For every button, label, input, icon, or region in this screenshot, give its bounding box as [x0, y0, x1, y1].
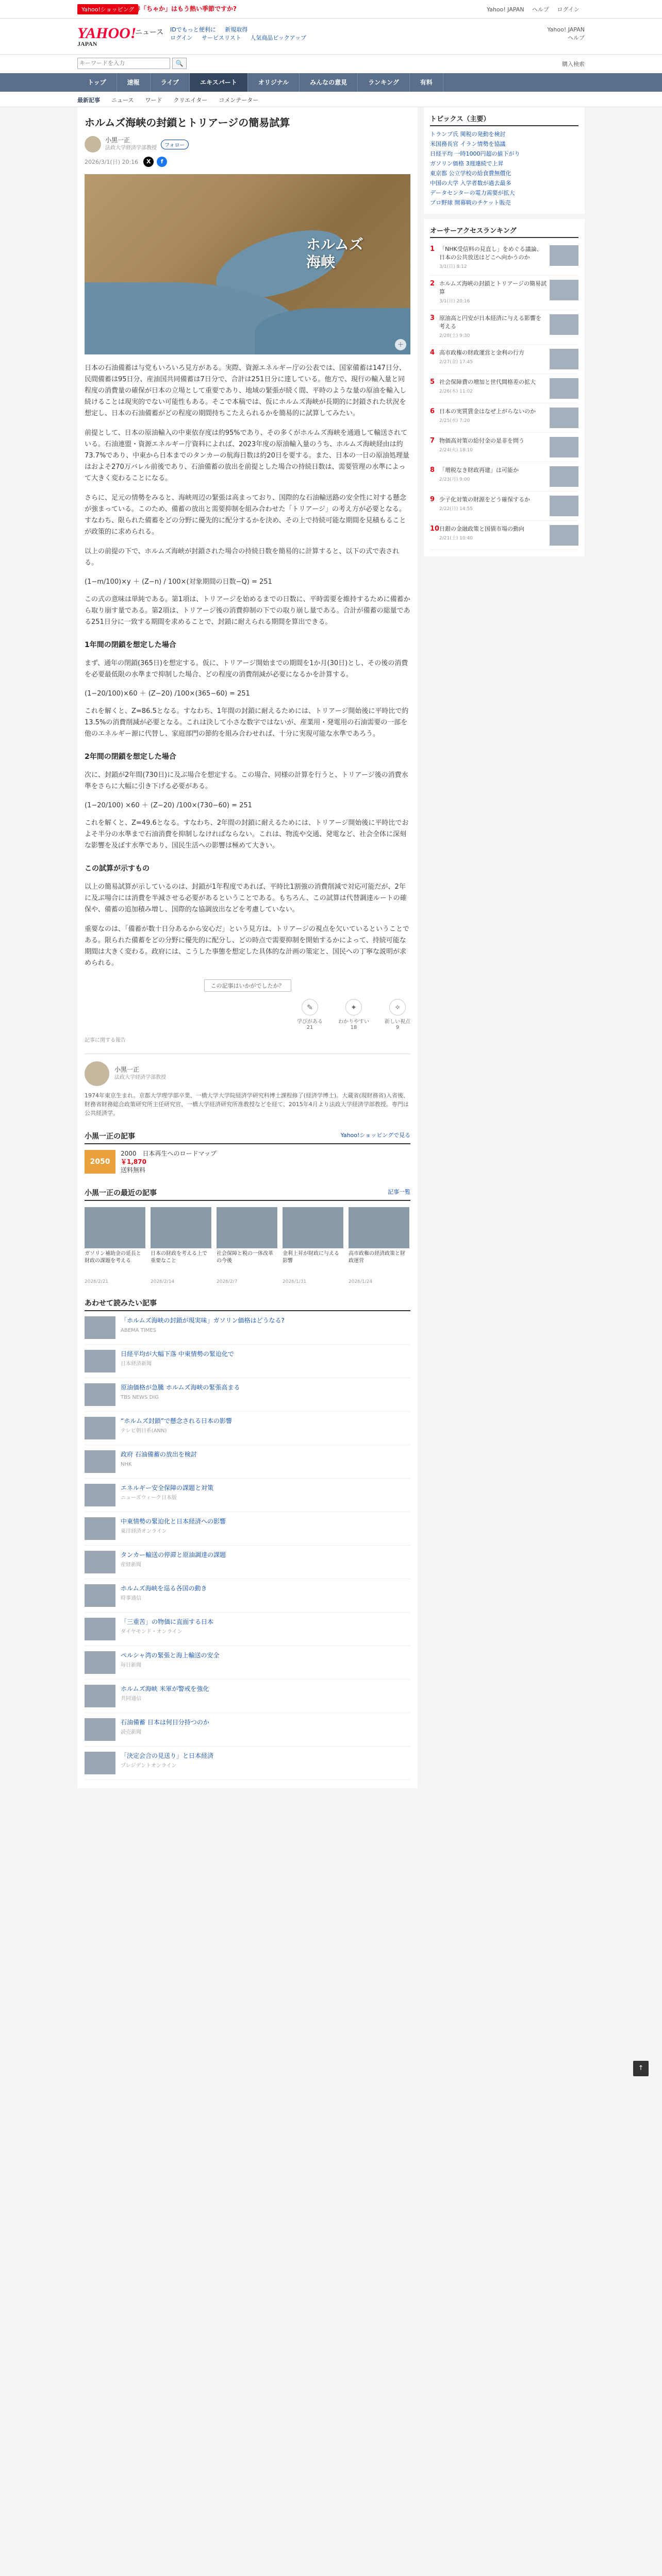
article-thumbnail [85, 1651, 115, 1674]
related-article-source: ダイヤモンド・オンライン [121, 1629, 183, 1635]
nav-item[interactable]: トップ [77, 73, 117, 92]
main-nav [0, 73, 662, 92]
topic-link[interactable]: 米国務長官 イラン情勢を協議 [430, 141, 506, 147]
ranking-title: オーサーアクセスランキング [430, 225, 578, 238]
rank-number: 10 [430, 525, 440, 533]
reactions [85, 999, 410, 1030]
ranking-date: 2/25(水) 7:20 [439, 418, 470, 423]
related-article-title[interactable]: 「決定会合の見送り」と日本経済 [121, 1752, 214, 1759]
ranking-text [439, 408, 547, 428]
recent-article-card[interactable] [349, 1207, 409, 1284]
reaction-new[interactable] [385, 999, 410, 1030]
ranking-text [439, 245, 547, 271]
nav-item[interactable]: オリジナル [248, 73, 300, 92]
shopping-section-title [85, 1131, 410, 1144]
subnav-item[interactable]: ニュース [111, 97, 134, 104]
author-byline [105, 137, 157, 152]
article-thumbnail [85, 1584, 115, 1607]
search-button[interactable]: 🔍 [172, 58, 187, 69]
related-article-title[interactable]: 原油価格が急騰 ホルムズ海峡の緊張高まる [121, 1384, 240, 1391]
ranking-item[interactable] [430, 403, 578, 433]
related-article-row[interactable] [85, 1412, 410, 1445]
related-article-source: TBS NEWS DIG [121, 1395, 159, 1400]
related-article-title[interactable]: ホルムズ海峡 米軍が警戒を強化 [121, 1685, 209, 1692]
rank-number: 5 [430, 378, 435, 386]
article-thumbnail [85, 1450, 115, 1473]
related-article-title[interactable]: 「ホルムズ海峡の封鎖が現実味」ガソリン価格はどうなる? [121, 1317, 285, 1324]
related-article-source: 読売新聞 [121, 1730, 141, 1735]
search-input[interactable] [77, 58, 170, 69]
related-article-title[interactable]: 「三重苦」の物価に直面する日本 [121, 1618, 214, 1625]
recent-article-card[interactable] [283, 1207, 343, 1284]
paragraph: 前提として、日本の原油輸入の中東依存度は約95%であり、その多くがホルムズ海峡を通過して輸送されている。石油連盟・資源エネルギー庁資料によれば、2023年度の原油輸入量のうち、ホルムズ海峡経由は約73.7%であり、中東から日本までのタンカーの航海日数は約20日を要する。また、日本の一日の原油処理量はおよそ270万バレル前後であり、石油備蓄の放出を前提とした場合の持続日数は、需要管理の水準によって大きく変わることになる。 [85, 429, 409, 482]
ranking-item[interactable] [430, 276, 578, 310]
header-link[interactable]: サービスリスト [201, 35, 241, 41]
article-thumbnail [85, 1551, 115, 1573]
paragraph: 次に、封鎖が2年間(730日)に及ぶ場合を想定する。この場合、同様の計算を行うと、トリアージ後の消費水準をさらに大幅に引き下げる必要がある。 [85, 771, 408, 790]
more-link[interactable]: Yahoo!ショッピングで見る [340, 1132, 410, 1139]
section-heading: 小黒一正の最近の記事 [85, 1189, 157, 1197]
reaction-label: 学びがある [297, 1019, 323, 1025]
ranking-thumbnail [550, 349, 578, 369]
ranking-text [439, 525, 547, 546]
site-header [0, 19, 662, 55]
feedback-strip [85, 979, 410, 992]
related-article-row[interactable] [85, 1546, 410, 1579]
article-title: ホルムズ海峡の封鎖とトリアージの簡易試算 [85, 116, 290, 129]
subnav-item[interactable]: ワード [145, 97, 162, 104]
article-thumbnail [85, 1685, 115, 1707]
article-date: 2026/2/21 [85, 1279, 109, 1284]
paragraph: 以上の簡易試算が示しているのは、封鎖が1年程度であれば、平時比1割強の消費削減で対応可能だが、2年に及ぶ場合には消費を半減させる必要があるということである。もちろん、この試算は代替調達ルートの確保や、備蓄の追加積み増し、国際的な協調放出などを考慮していない。 [85, 883, 407, 913]
formula: (1−20/100) ×60 ＋ (Z−20) /100×(730−60) = 251 [85, 802, 252, 809]
paragraph: これを解くと、Z=86.5となる。すなわち、1年間の封鎖に耐えるためには、トリアージ開始後に平時比で約13.5%の消費削減が必要となる。これは決して小さな数字ではないが、産業用・発電用の石油需要の一部を他のエネルギー源に代替し、家庭部門の節約を組み合わせれば、十分に実現可能な水準であろう。 [85, 707, 409, 738]
ranking-title[interactable]: ホルムズ海峡の封鎖とトリアージの簡易試算 [439, 280, 547, 295]
logo-text: YAHOO! [77, 25, 137, 42]
paragraph: さらに、足元の情勢をみると、海峡周辺の緊張は高まっており、国際的な石油輸送路の安全性に対する懸念が強まっている。このため、備蓄の放出と需要抑制を組み合わせた「トリアージ」の考え方が必要となる。すなわち、限られた備蓄をどの分野に優先的に配分するかを決め、その上で持続可能な期間を見積もることが政策的に求められる。 [85, 494, 407, 536]
ranking-text [439, 314, 547, 340]
subnav-item[interactable]: クリエイター [173, 97, 208, 104]
search-right-link[interactable]: 購入検索 [562, 61, 585, 67]
ranking-text [439, 496, 547, 516]
rank-number: 9 [430, 496, 435, 503]
reaction-count: 18 [350, 1025, 357, 1030]
ranking-item[interactable] [430, 374, 578, 403]
related-article-title[interactable]: 日経平均が大幅下落 中東情勢の緊迫化で [121, 1350, 234, 1358]
rank-number: 6 [430, 408, 435, 415]
section-heading: 2年間の閉鎖を想定した場合 [85, 753, 176, 761]
header-right-link[interactable]: ヘルプ [568, 35, 585, 41]
related-article-source: ニューズウィーク日本版 [121, 1495, 177, 1501]
article-thumbnail [85, 1350, 115, 1372]
related-article-title[interactable]: 中東情勢の緊迫化と日本経済への影響 [121, 1518, 226, 1525]
topic-link[interactable]: 東京都 公立学校の給食費無償化 [430, 170, 511, 177]
ranking-thumbnail [550, 280, 578, 300]
related-article-title[interactable]: 石油備蓄 日本は何日分持つのか [121, 1719, 209, 1726]
ranking-item[interactable] [430, 345, 578, 374]
recent-thumbs [85, 1207, 410, 1284]
byline [85, 136, 410, 152]
recent-article-card[interactable] [217, 1207, 277, 1284]
article-thumbnail [349, 1207, 409, 1248]
article-caption: 高市政権の経済政策と財政運営 [349, 1251, 405, 1264]
logo-sub: JAPAN [77, 40, 97, 47]
ranking-item[interactable] [430, 492, 578, 521]
ranking-title[interactable]: 物価高対策の給付金の是非を問う [439, 437, 524, 444]
article-thumbnail [283, 1207, 343, 1248]
ranking-item[interactable] [430, 521, 578, 550]
nav-item[interactable]: 有料 [410, 73, 443, 92]
related-article-source: 東洋経済オンライン [121, 1529, 167, 1534]
ranking-date: 2/28(土) 9:30 [439, 333, 470, 338]
article-thumbnail [85, 1316, 115, 1339]
article-thumbnail [85, 1517, 115, 1540]
related-article-source: 産経新聞 [121, 1562, 141, 1568]
related-article-source: 毎日新聞 [121, 1663, 141, 1668]
related-article-row[interactable] [85, 1445, 410, 1479]
ranking-text [439, 466, 547, 487]
ranking-box [424, 219, 585, 556]
rank-number: 1 [430, 245, 435, 253]
related-article-text [121, 1752, 213, 1774]
promo-price: ￥1,870 [121, 1158, 146, 1165]
article-thumbnail [151, 1207, 211, 1248]
ranking-text [439, 349, 547, 369]
report-link[interactable]: 記事に関する報告 [85, 1038, 126, 1043]
related-article-text [121, 1685, 209, 1707]
ranking-item[interactable] [430, 310, 578, 345]
related-article-row[interactable] [85, 1646, 410, 1680]
author-box [85, 1054, 410, 1117]
related-article-title[interactable]: ペルシャ湾の緊張と海上輸送の安全 [121, 1652, 220, 1659]
reaction-clear[interactable] [338, 999, 369, 1030]
topic-link[interactable]: 中国の大学 入学者数が過去最多 [430, 180, 511, 187]
related-list [85, 1311, 410, 1780]
section-heading: 小黒一正の記事 [85, 1132, 135, 1141]
sparkle-icon: ✦ [345, 999, 362, 1015]
ranking-date: 3/1(日) 8:12 [439, 264, 467, 269]
header-link[interactable]: ログイン [170, 35, 193, 41]
reaction-count: 21 [306, 1025, 313, 1030]
section-heading: この試算が示すもの [85, 865, 150, 873]
topics-title: トピックス（主要） [430, 113, 578, 126]
map-label [306, 236, 363, 271]
related-article-source: ABEMA TIMES [121, 1328, 157, 1333]
related-article-text [121, 1450, 197, 1473]
ranking-title[interactable]: 少子化対策の財源をどう確保するか [439, 496, 530, 503]
rank-number: 8 [430, 466, 435, 474]
scroll-top-button[interactable]: ↑ [633, 2061, 649, 2076]
related-section-title [85, 1298, 410, 1311]
topics-box [424, 107, 585, 214]
related-article-row[interactable] [85, 1479, 410, 1512]
reaction-label: 新しい視点 [385, 1019, 410, 1025]
related-article-text [121, 1551, 226, 1573]
ranking-date: 2/24(火) 18:10 [439, 448, 473, 453]
subnav-item[interactable]: 最新記事 [77, 97, 100, 104]
nav-item[interactable]: 速報 [117, 73, 151, 92]
ranking-text [439, 437, 547, 457]
related-article-text [121, 1517, 226, 1540]
top-link[interactable]: Yahoo! JAPAN [487, 6, 524, 13]
related-article-title[interactable]: ホルムズ海峡を巡る各国の動き [121, 1585, 207, 1592]
promo-title: 2000 日本再生へのロードマップ [121, 1150, 217, 1157]
topic-link[interactable]: 日経平均 一時1000円超の値下がり [430, 150, 520, 157]
rank-number: 4 [430, 349, 435, 357]
article-date: 2026/1/31 [283, 1279, 307, 1284]
subnav-item[interactable]: コメンテーター [219, 97, 259, 104]
section-heading: 1年間の閉鎖を想定した場合 [85, 641, 176, 649]
header-right-link[interactable]: Yahoo! JAPAN [547, 26, 585, 33]
ranking-title[interactable]: 「NHK受信料の見直し」をめぐる議論、日本の公共放送はどこへ向かうのか [439, 246, 542, 261]
ranking-date: 2/21(土) 10:40 [439, 536, 473, 541]
related-article-text [121, 1316, 285, 1339]
ranking-title[interactable]: 高市政権の財政運営と金利の行方 [439, 349, 524, 356]
map-sea [255, 308, 410, 354]
header-right-links [547, 26, 585, 42]
related-article-row[interactable] [85, 1747, 410, 1780]
x-share-icon[interactable]: X [143, 157, 154, 167]
promo-sub: 送料無料 [121, 1166, 146, 1174]
promo-info [121, 1149, 217, 1174]
top-link[interactable]: ヘルプ [532, 6, 550, 13]
topic-link[interactable]: トランプ氏 関税の発動を検討 [430, 131, 506, 138]
ranking-title[interactable]: 日銀の金融政策と国債市場の動向 [439, 526, 524, 532]
ranking-thumbnail [550, 314, 578, 335]
related-article-source: プレジデントオンライン [121, 1763, 177, 1769]
nav-item[interactable]: ランキング [358, 73, 410, 92]
book-cover: 2050 [85, 1150, 115, 1174]
related-article-source: 日本経済新聞 [121, 1361, 152, 1367]
ranking-date: 2/23(月) 9:00 [439, 477, 470, 482]
dateline [85, 157, 410, 167]
ranking-thumbnail [550, 245, 578, 266]
article-thumbnail [85, 1484, 115, 1506]
ranking-text [439, 280, 547, 306]
ranking-thumbnail [550, 466, 578, 487]
header-link[interactable]: 新規取得 [225, 26, 248, 33]
header-link[interactable]: 人気商品ピックアップ [250, 35, 307, 41]
related-article-source: 共同通信 [121, 1696, 141, 1702]
ranking-title[interactable]: 「増税なき財政再建」は可能か [439, 467, 519, 473]
related-article-text [121, 1618, 213, 1640]
related-article-text [121, 1383, 240, 1406]
article-thumbnail [85, 1718, 115, 1741]
map-label-line: 海峡 [306, 253, 336, 270]
hormuz-map-image[interactable] [85, 174, 410, 354]
article-main [77, 107, 418, 1788]
rank-number: 7 [430, 437, 435, 445]
author-bio: 1974年東京生まれ。京都大学理学部卒業、一橋大学大学院経済学研究科博士課程修了(経済学博士)。大蔵省(現財務省)入省後、財務省財務総合政策研究所主任研究官、一橋大学経済研究所准教授などを経て、2015年4月より法政大学経済学部教授。専門は公共経済学。 [85, 1092, 409, 1116]
related-article-row[interactable] [85, 1579, 410, 1613]
paragraph: これを解くと、Z=49.6となる。すなわち、2年間の封鎖に耐えるためには、トリアージ開始後に平時比でおよそ半分の水準まで石油消費を抑制しなければならない。これは、物流や交通、発電など、社会全体に深刻な影響を及ぼす水準であり、国民生活への影響は極めて大きい。 [85, 819, 409, 850]
facebook-share-icon[interactable]: f [157, 157, 167, 167]
star-icon: ✧ [389, 999, 406, 1015]
article-caption: 金利上昇が財政に与える影響 [283, 1251, 339, 1264]
pencil-icon: ✎ [302, 999, 318, 1015]
article-thumbnail [85, 1207, 145, 1248]
sidebar [424, 107, 585, 562]
ranking-thumbnail [550, 437, 578, 457]
related-article-text [121, 1584, 207, 1607]
avatar[interactable] [85, 1061, 109, 1086]
related-article-title[interactable]: エネルギー安全保障の課題と対策 [121, 1484, 214, 1492]
author-info [114, 1065, 166, 1082]
feedback-prompt: この記事はいかがでしたか？ [204, 979, 291, 992]
author-name[interactable]: 小黒一正 [105, 137, 130, 144]
related-article-text [121, 1350, 234, 1372]
article-thumbnail [85, 1618, 115, 1640]
ranking-title[interactable]: 社会保障費の増加と世代間格差の拡大 [439, 379, 536, 385]
article-thumbnail [85, 1383, 115, 1406]
related-article-row[interactable] [85, 1680, 410, 1713]
related-article-row[interactable] [85, 1713, 410, 1747]
ranking-date: 2/26(木) 11:02 [439, 389, 473, 394]
book-promo-card[interactable] [85, 1149, 410, 1174]
related-article-source: 時事通信 [121, 1596, 141, 1601]
section-heading: あわせて読みたい記事 [85, 1299, 157, 1308]
article-thumbnail [85, 1417, 115, 1439]
article-date: 2026/1/24 [349, 1279, 373, 1284]
section-name[interactable]: ニュース [135, 28, 164, 37]
more-link[interactable]: 記事一覧 [388, 1189, 410, 1195]
ranking-date: 2/22(日) 14:55 [439, 506, 473, 512]
ranking-title[interactable]: 日本の実質賃金はなぜ上がらないのか [439, 408, 536, 415]
publish-date: 2026/3/1(日) 20:16 [85, 159, 139, 165]
ranking-item[interactable] [430, 462, 578, 492]
formula: (1−20/100)×60 ＋ (Z−20) /100×(365−60) = 251 [85, 690, 250, 698]
paragraph: この式の意味は単純である。第1項は、トリアージを始めるまでの日数に、平時需要を維持するために備蓄から取り崩す量である。第2項は、トリアージ後の消費抑制の下での取り崩し量である。合計が備蓄の総量である251日分に一致する期間を求めることで、封鎖に耐えられる期間を算出できる。 [85, 596, 410, 626]
nav-item[interactable]: エキスパート [190, 73, 248, 92]
related-article-text [121, 1484, 213, 1506]
recent-section-title [85, 1188, 410, 1201]
article-body [85, 363, 410, 969]
ranking-thumbnail [550, 525, 578, 546]
topic-link[interactable]: プロ野球 開幕戦のチケット販売 [430, 199, 511, 206]
ranking-item[interactable] [430, 433, 578, 462]
follow-button[interactable]: フォロー [161, 140, 189, 149]
promo-text[interactable]: 春「ちゃか」はもう熱い季節ですか? [134, 5, 237, 12]
yahoo-logo[interactable] [77, 25, 136, 48]
ranking-thumbnail [550, 408, 578, 428]
related-article-title[interactable]: 政府 石油備蓄の放出を検討 [121, 1451, 197, 1458]
top-links [481, 5, 580, 13]
ranking-title[interactable]: 原油高と円安が日本経済に与える影響を考える [439, 315, 541, 330]
paragraph: まず、通年の閉鎖(365日)を想定する。仮に、トリアージ開始までの期間を1か月(30日)とし、その後の消費を必要最低限の水準まで抑制した場合、どの程度の消費削減が必要になるかを計算する。 [85, 659, 408, 679]
author-role: 法政大学経済学部教授 [105, 145, 157, 151]
header-link[interactable]: IDでもっと便利に [170, 26, 216, 33]
top-bar [0, 0, 662, 19]
reaction-count: 9 [395, 1025, 400, 1030]
related-article-row[interactable] [85, 1378, 410, 1412]
article-date: 2026/2/14 [151, 1279, 175, 1284]
article-thumbnail [217, 1207, 277, 1248]
reaction-learn[interactable] [297, 999, 323, 1030]
paragraph: 日本の石油備蓄は与党もいろいろ見方がある。実際、資源エネルギー庁の公表では、国家備蓄は147日分、民間備蓄は95日分、産油国共同備蓄は7日分で、合計は251日分に達している。他方で、現行の輸入量と同程度の消費量の確保が日本の立場として重要であり、地域の緊張が続く間、平時のような量の原油を輸入し続けることは現実的でない可能性もある。そこで本稿では、仮にホルムズ海峡が長期的に封鎖された状況を想定し、日本の石油備蓄がどの程度の期間持ちこたえられるかを簡易的に試算してみたい。 [85, 364, 407, 417]
recent-article-card[interactable] [85, 1207, 145, 1284]
author-role: 法政大学経済学部教授 [114, 1075, 166, 1080]
nav-item[interactable]: みんなの意見 [300, 73, 358, 92]
related-article-title[interactable]: タンカー輸送の停滞と原油調達の課題 [121, 1551, 226, 1558]
avatar[interactable] [85, 136, 101, 152]
related-article-row[interactable] [85, 1512, 410, 1546]
ranking-thumbnail [550, 496, 578, 516]
paragraph: 重要なのは、「備蓄が数十日分あるから安心だ」という見方は、トリアージの視点を欠いているということである。限られた備蓄をどの分野に優先的に配分し、どの時点で需要抑制を開始するかによって、持続可能な期間は大きく変わる。政府には、こうした事態を想定した具体的な計画の策定と、国民への丁寧な説明が求められる。 [85, 925, 409, 967]
rank-number: 2 [430, 280, 435, 287]
zoom-icon[interactable]: ＋ [395, 339, 406, 350]
sub-nav [0, 92, 662, 107]
author-name[interactable]: 小黒一正 [114, 1066, 140, 1073]
article-thumbnail [85, 1752, 115, 1774]
related-article-row[interactable] [85, 1345, 410, 1378]
article-caption: ガソリン補助金の延長と財政の課題を考える [85, 1251, 141, 1264]
ranking-text [439, 378, 547, 399]
top-link[interactable]: ログイン [557, 6, 580, 13]
related-article-source: テレビ朝日系(ANN) [121, 1428, 167, 1434]
reaction-label: わかりやすい [338, 1019, 369, 1025]
article-caption: 日本の財政を考える上で重要なこと [151, 1251, 207, 1264]
related-article-source: NHK [121, 1462, 132, 1467]
author-row [85, 1061, 410, 1086]
formula: (1−m/100)×y ＋ (Z−n) / 100×(対象期間の日数−Q) = 251 [85, 578, 272, 586]
article-caption: 社会保障と税の一体改革の今後 [217, 1251, 273, 1264]
article-date: 2026/2/7 [217, 1279, 238, 1284]
header-links [170, 26, 313, 42]
ranking-date: 3/1(日) 20:16 [439, 299, 470, 304]
topic-link[interactable]: ガソリン価格 3週連続で上昇 [430, 160, 504, 167]
related-article-text [121, 1651, 219, 1674]
nav-item[interactable]: ライブ [151, 73, 190, 92]
related-article-row[interactable] [85, 1613, 410, 1646]
promo-badge[interactable]: Yahoo!ショッピング [77, 4, 138, 14]
topic-link[interactable]: データセンターの電力需要が拡大 [430, 190, 515, 196]
related-article-title[interactable]: “ホルムズ封鎖”で懸念される日本の影響 [121, 1417, 232, 1425]
ranking-item[interactable] [430, 241, 578, 276]
rank-number: 3 [430, 314, 435, 322]
related-article-row[interactable] [85, 1311, 410, 1345]
ranking-thumbnail [550, 378, 578, 399]
recent-article-card[interactable] [151, 1207, 211, 1284]
related-article-text [121, 1417, 232, 1439]
map-label-line: ホルムズ [306, 236, 363, 253]
related-article-text [121, 1718, 209, 1741]
ranking-date: 2/27(金) 17:45 [439, 360, 473, 365]
search-row [0, 55, 662, 73]
paragraph: 以上の前提の下で、ホルムズ海峡が封鎖された場合の持続日数を簡易的に計算すると、以下の式で表される。 [85, 548, 400, 567]
